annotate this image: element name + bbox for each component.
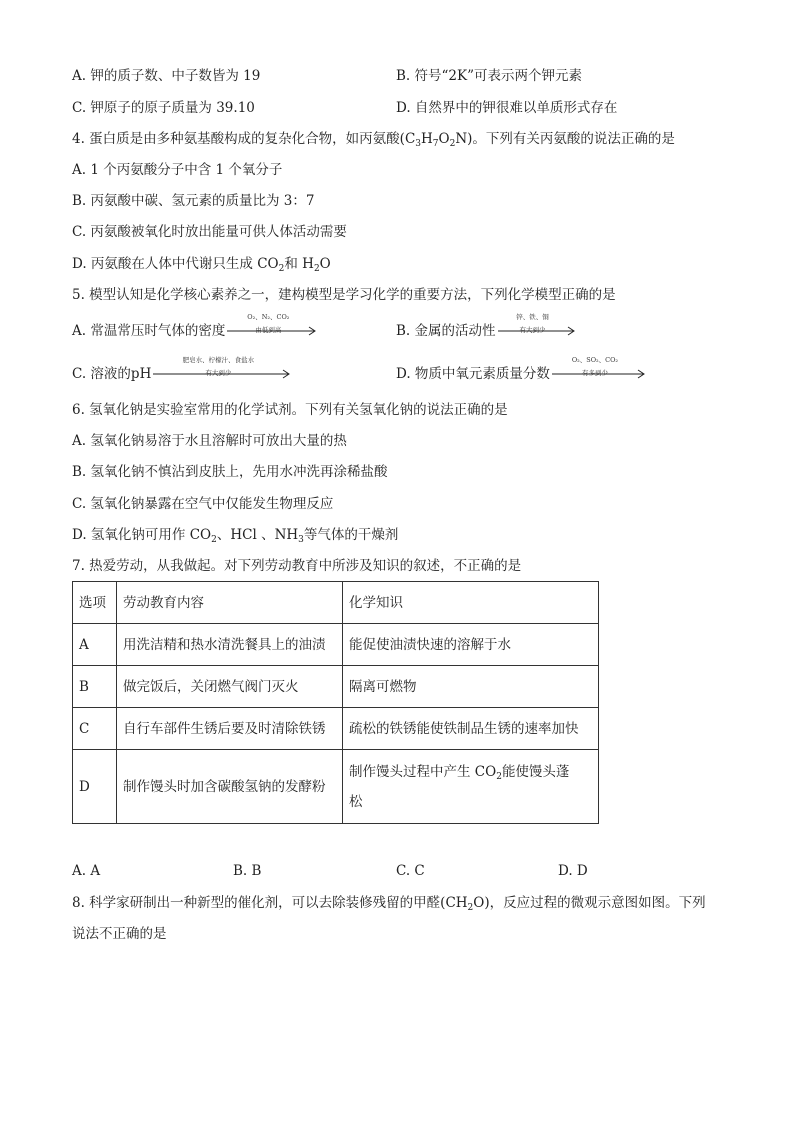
q5-c-model: 肥皂水、柠檬汁、食盐水 有大到少: [153, 365, 293, 385]
header-content: 劳动教育内容: [117, 582, 343, 624]
table-header-row: [73, 582, 599, 624]
table-row: D 制作馒头时加含碳酸氢钠的发酵粉 制作馒头过程中产生 $CO_2$能使馒头蓬 松: [73, 750, 599, 824]
q5-option-b: B. 金属的活动性 锌、铁、铜 有大到少: [396, 321, 578, 342]
q7-answer-d: D. D: [558, 863, 588, 879]
q4-option-a: A. 1 个丙氨酸分子中含 1 个氧分子: [72, 162, 283, 178]
q3-option-d: D. 自然界中的钾很难以单质形式存在: [396, 100, 618, 116]
table-row: C 自行车部件生锈后要及时清除铁锈 疏松的铁锈能使铁制品生锈的速率加快: [73, 708, 599, 750]
header-option: 选项: [73, 582, 117, 624]
q5-b-model: 锌、铁、铜 有大到少: [498, 322, 578, 342]
header-knowledge: 化学知识: [343, 582, 599, 624]
labor-education-table: [72, 581, 599, 824]
q7-stem: 7. 热爱劳动，从我做起。对下列劳动教育中所涉及知识的叙述，不正确的是: [72, 558, 522, 574]
q5-option-c: C. 溶液的pH 肥皂水、柠檬汁、食盐水 有大到少: [72, 364, 293, 385]
q5-a-model: O₂、N₂、CO₂ 由低到高: [227, 322, 319, 342]
q7-answer-b: B. B: [233, 863, 262, 879]
row-d-knowledge: 制作馒头过程中产生 $CO_2$能使馒头蓬 松: [343, 750, 599, 824]
q6-option-d: D. 氢氧化钠可用作 $CO_2$、HCl 、$NH_3$等气体的干燥剂: [72, 527, 399, 545]
q4-option-d: D. 丙氨酸在人体中代谢只生成 $CO_2$和 $H_2O$: [72, 256, 331, 274]
q7-answer-a: A. A: [72, 863, 101, 879]
q5-d-model: O₂、SO₂、CO₂ 有多到少: [552, 365, 648, 385]
q8-stem-line2: 说法不正确的是: [72, 926, 167, 942]
q4-option-b: B. 丙氨酸中碳、氢元素的质量比为 3：7: [72, 193, 315, 209]
q5-stem: 5. 模型认知是化学核心素养之一，建构模型是学习化学的重要方法，下列化学模型正确的是: [72, 287, 616, 303]
q3-option-c: C. 钾原子的原子质量为 39.10: [72, 100, 255, 116]
q5-option-d: D. 物质中氧元素质量分数 O₂、SO₂、CO₂ 有多到少: [396, 364, 648, 385]
table-row: B 做完饭后，关闭燃气阀门灭火 隔离可燃物: [73, 666, 599, 708]
q8-stem-line1: 8. 科学家研制出一种新型的催化剂，可以去除装修残留的甲醛$(CH_2O)$，反应过程的微观示意图如图。下列: [72, 895, 706, 913]
q7-answer-c: C. C: [396, 863, 425, 879]
q4-stem: 4. 蛋白质是由多种氨基酸构成的复杂化合物，如丙氨酸$(C_3H_7O_2N)$。下列有关丙氨酸的说法正确的是: [72, 131, 675, 149]
table-row: A 用洗洁精和热水清洗餐具上的油渍 能促使油渍快速的溶解于水: [73, 624, 599, 666]
q6-stem: 6. 氢氧化钠是实验室常用的化学试剂。下列有关氢氧化钠的说法正确的是: [72, 402, 508, 418]
q6-option-c: C. 氢氧化钠暴露在空气中仅能发生物理反应: [72, 496, 334, 512]
q3-option-a: A. 钾的质子数、中子数皆为 19: [72, 68, 261, 84]
q6-option-a: A. 氢氧化钠易溶于水且溶解时可放出大量的热: [72, 433, 347, 449]
q5-option-a: A. 常温常压时气体的密度 O₂、N₂、CO₂ 由低到高: [72, 321, 319, 342]
q4-option-c: C. 丙氨酸被氧化时放出能量可供人体活动需要: [72, 224, 347, 240]
q3-option-b: B. 符号“2K”可表示两个钾元素: [396, 68, 582, 84]
q6-option-b: B. 氢氧化钠不慎沾到皮肤上，先用水冲洗再涂稀盐酸: [72, 464, 388, 480]
